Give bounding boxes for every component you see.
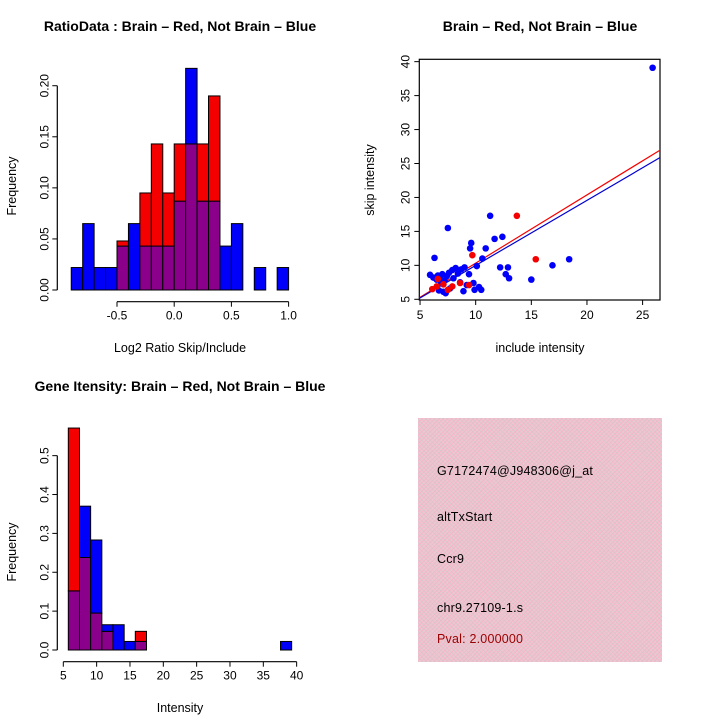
x-tick-label: 5 [416,308,424,322]
histogram-bar-blue [186,68,197,144]
y-tick-label: 0.05 [37,227,52,251]
scatter-point-brain [440,281,447,288]
y-axis-label: Frequency [5,156,19,216]
histogram-bar-blue [106,268,117,290]
x-tick-label: 15 [524,308,538,322]
scatter-point-not-brain [445,225,452,232]
scatter-point-not-brain [479,255,486,262]
x-tick-label: 20 [156,668,170,683]
scatter-point-not-brain [649,64,656,71]
scatter-point-not-brain [499,234,506,241]
y-axis-label: Frequency [5,522,19,582]
y-tick-label: 40 [398,54,413,69]
histogram-bar-blue [83,224,94,290]
scatter-point-not-brain [497,264,504,271]
locus-text: chr9.27109-1.s [437,601,524,615]
y-tick-label: 10 [398,258,413,273]
x-tick-label: 0.0 [165,308,183,323]
panel-intensity-scatter [414,59,661,305]
x-tick-label: 25 [189,668,204,683]
scatter-point-not-brain [466,271,473,278]
y-tick-label: 5 [398,295,413,303]
y-tick-label: 0.10 [37,176,52,200]
scatter-point-not-brain [505,264,512,271]
scatter-point-not-brain [478,286,485,293]
histogram-bar-blue [94,268,105,290]
x-axis-label: Intensity [156,701,204,715]
histogram-bar-red [163,193,174,246]
histogram-bar-overlap [186,144,197,290]
y-tick-label: 15 [398,224,413,239]
y-tick-label: 0.00 [37,278,52,302]
y-tick-label: 0.4 [37,486,52,503]
histogram-bar-overlap [102,631,113,650]
histogram-bar-red [174,144,185,201]
x-axis-label: Log2 Ratio Skip/Include [113,341,247,355]
scatter-point-not-brain [566,256,573,263]
plot-box [419,59,660,300]
panel-title: RatioData : Brain – Red, Not Brain – Blue [43,18,317,34]
panel-title: Brain – Red, Not Brain – Blue [442,18,638,34]
scatter-point-not-brain [461,264,468,271]
scatter-point-not-brain [473,263,480,270]
gene-name-text: Ccr9 [437,552,465,566]
histogram-bar-blue [231,224,242,290]
y-tick-label: 0.20 [37,74,52,98]
x-tick-label: 40 [289,668,304,683]
histogram-bar-overlap [209,201,220,290]
scatter-point-brain [514,212,521,219]
scatter-point-not-brain [468,240,475,247]
histogram-bar-overlap [117,246,128,290]
scatter-point-brain [433,283,440,290]
histogram-bar-overlap [151,246,162,290]
x-tick-label: 25 [635,308,650,322]
x-tick-label: 10 [89,668,104,683]
x-tick-label: 15 [123,668,137,683]
x-axis-label: include intensity [495,341,585,355]
x-tick-label: 30 [223,668,237,683]
scatter-point-brain [532,256,539,263]
y-tick-label: 35 [398,88,413,103]
histogram-bar-blue [80,506,91,557]
pval-text: Pval: 2.000000 [437,632,524,646]
scatter-point-not-brain [467,245,474,252]
scatter-point-not-brain [487,212,494,219]
gene-info-box [418,418,662,662]
y-tick-label: 0.0 [37,641,52,659]
y-tick-label: 0.15 [37,125,52,149]
scatter-point-not-brain [431,255,438,262]
histogram-bar-red [197,144,208,201]
histogram-bar-blue [124,641,135,650]
histogram-bar-blue [113,625,124,650]
histogram-bar-blue [71,268,82,290]
y-tick-label: 20 [398,190,413,205]
histogram-bar-blue [128,224,139,290]
y-axis-label: skip intensity [363,144,377,216]
y-tick-label: 0.2 [37,563,52,581]
histogram-bar-overlap [174,201,185,290]
histogram-bar-blue [91,540,102,613]
scatter-point-not-brain [549,262,556,269]
y-tick-label: 30 [398,122,413,137]
scatter-point-not-brain [482,245,489,252]
x-tick-label: 0.5 [223,308,240,323]
scatter-point-not-brain [506,275,513,282]
probe-id-text: G7172474@J948306@j_at [437,464,594,478]
event-type-text: altTxStart [437,510,493,524]
histogram-bar-blue [254,268,265,290]
x-tick-label: 20 [580,308,594,322]
scatter-point-brain [435,276,442,283]
histogram-bar-red [117,241,128,246]
y-tick-label: 0.5 [37,447,52,464]
x-tick-label: 35 [256,668,270,683]
histogram-bar-overlap [80,557,91,650]
histogram-bar-overlap [91,613,102,650]
histogram-bar-red [68,428,79,591]
scatter-point-not-brain [491,236,498,243]
x-tick-label: 5 [59,668,67,683]
panel-title: Gene Itensity: Brain – Red, Not Brain – Blue [34,378,326,394]
histogram-bar-overlap [163,246,174,290]
panel-gene-intensity-histogram [52,428,296,667]
histogram-bar-overlap [197,201,208,290]
histogram-bar-red [151,144,162,246]
histogram-bar-blue [281,641,292,650]
x-tick-label: 1.0 [280,308,297,323]
y-tick-label: 0.1 [37,602,52,620]
x-tick-label: -0.5 [106,308,128,323]
scatter-point-not-brain [460,288,467,295]
histogram-bar-overlap [68,591,79,650]
histogram-bar-red [135,631,146,641]
histogram-bar-blue [277,268,288,290]
histogram-bar-overlap [135,641,146,650]
histogram-bar-blue [220,246,231,290]
histogram-bar-red [140,193,151,246]
scatter-point-brain [449,283,456,290]
x-tick-label: 10 [469,308,483,322]
scatter-point-brain [457,280,464,287]
scatter-point-brain [466,282,473,289]
histogram-bar-red [209,96,220,201]
histogram-bar-overlap [140,246,151,290]
scatter-point-brain [469,252,476,259]
panel-ratio-histogram [52,68,288,306]
y-tick-label: 0.3 [37,525,52,542]
histogram-bar-blue [102,625,113,632]
y-tick-label: 25 [398,156,413,171]
scatter-point-not-brain [528,276,535,283]
